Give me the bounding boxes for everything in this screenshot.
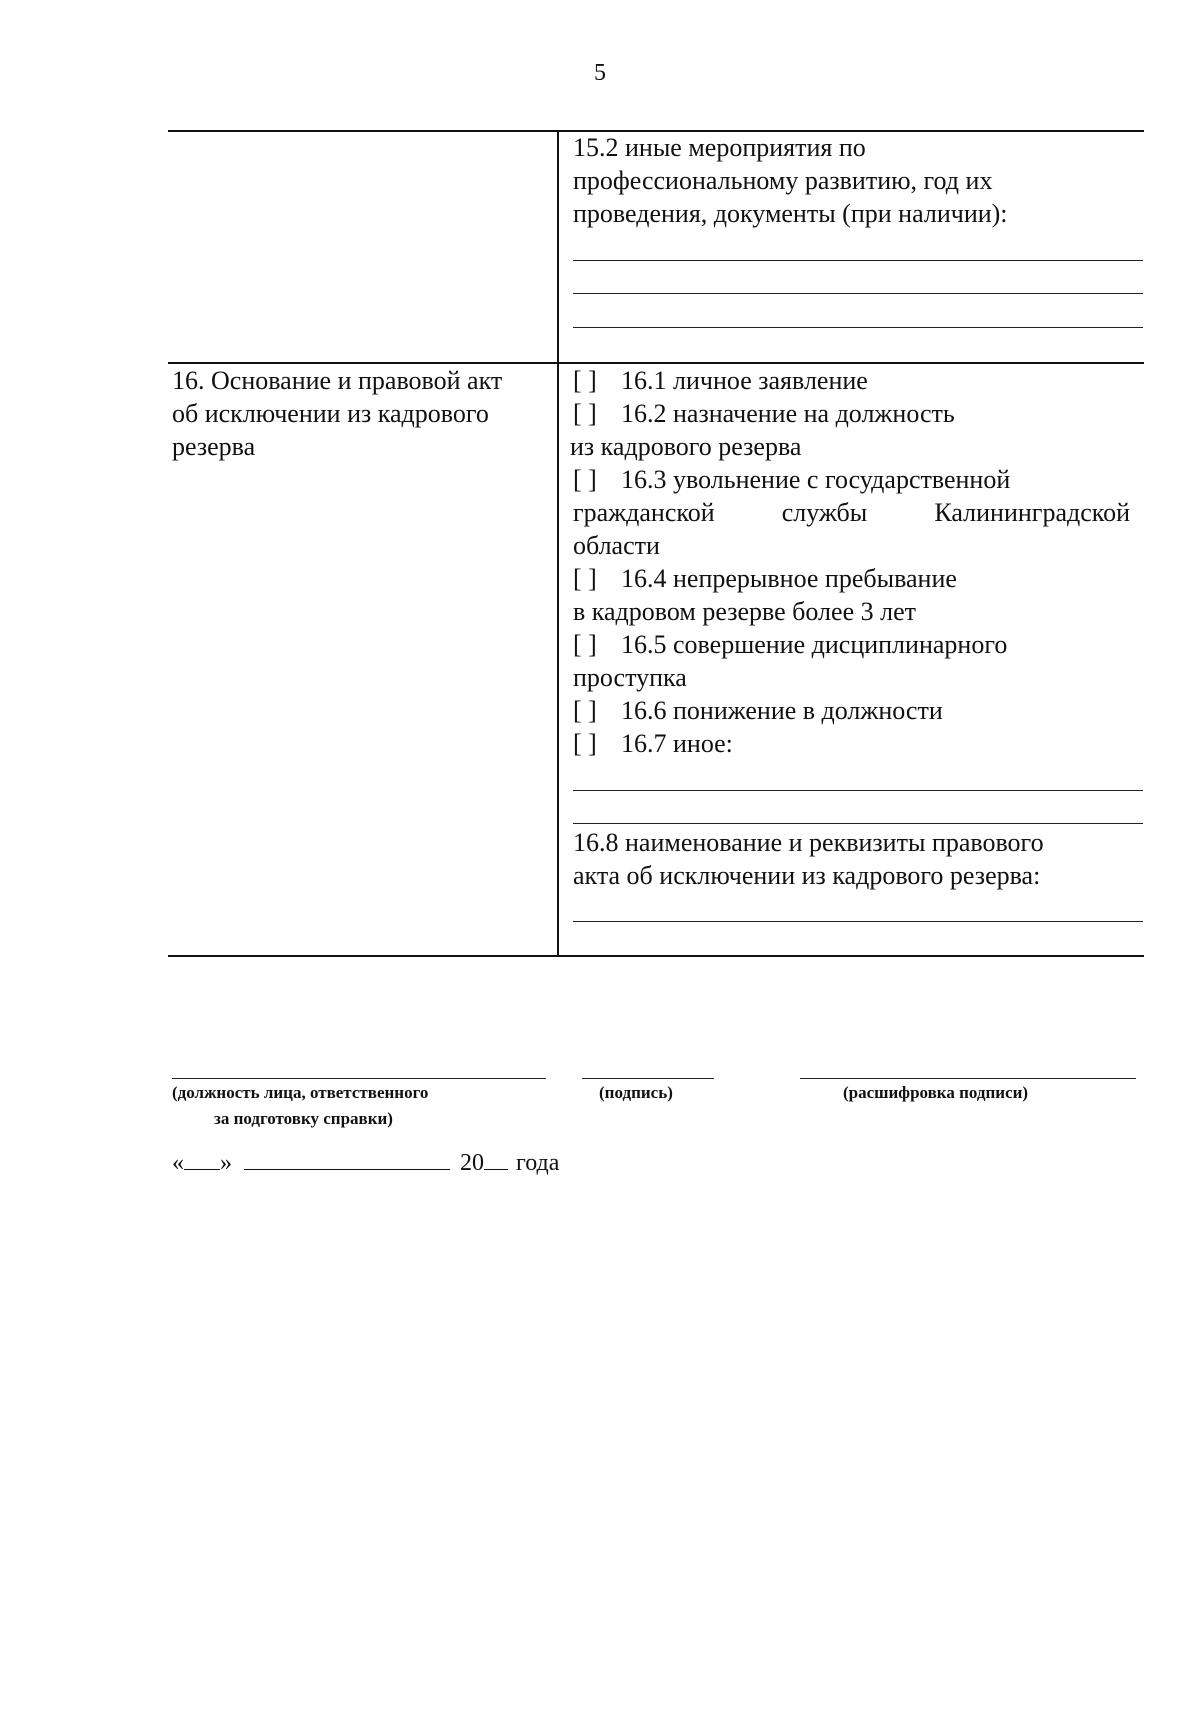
checkbox-16-6[interactable]: [ ] [573,696,597,725]
signature-caption: (подпись) [599,1083,673,1102]
item-16-8-line-2: акта об исключении из кадрового резерва: [573,861,1041,890]
checkbox-16-5[interactable]: [ ] [573,630,597,659]
option-16-5[interactable] [573,628,1007,661]
option-16-2-label: 16.2 назначение на должность [621,399,955,428]
option-16-1[interactable] [573,364,868,397]
month-blank[interactable] [244,1149,450,1170]
item-15-2-line-2: профессиональному развитию, год их [573,166,993,195]
item-16-label-line-2: об исключении из кадрового [172,399,489,428]
checkbox-16-7[interactable]: [ ] [573,729,597,758]
item-16-label-line-1: 16. Основание и правовой акт [172,366,503,395]
fill-line-15-2-2 [573,293,1143,294]
option-16-2-continuation: из кадрового резерва [570,432,802,461]
day-blank[interactable] [184,1149,220,1170]
position-signature-line [172,1078,546,1079]
year-prefix: 20 [460,1150,484,1176]
option-16-5-continuation: проступка [573,663,687,692]
position-caption-line-2: за подготовку справки) [214,1109,393,1128]
fill-line-15-2-1 [573,260,1143,261]
checkbox-16-3[interactable]: [ ] [573,465,597,494]
item-15-2-line-3: проведения, документы (при наличии): [573,199,1008,228]
option-16-3-continuation: гражданской службы Калининградской [573,498,1130,527]
fill-line-15-2-3 [573,327,1143,328]
date-line [172,1149,559,1177]
item-16-label-line-3: резерва [172,432,256,461]
option-16-4[interactable] [573,562,957,595]
fill-line-16-8 [573,921,1143,922]
checkbox-16-4[interactable]: [ ] [573,564,597,593]
fill-line-16-7-1 [573,790,1143,791]
option-16-6[interactable] [573,694,943,727]
year-blank[interactable] [484,1149,508,1170]
option-16-1-label: 16.1 личное заявление [621,366,868,395]
checkbox-16-1[interactable]: [ ] [573,366,597,395]
page-number: 5 [594,60,606,86]
option-16-7[interactable] [573,727,733,760]
option-16-7-label: 16.7 иное: [621,729,733,758]
option-16-5-label: 16.5 совершение дисциплинарного [621,630,1008,659]
decoding-caption: (расшифровка подписи) [843,1083,1029,1102]
option-16-6-label: 16.6 понижение в должности [621,696,943,725]
signature-line [582,1078,714,1079]
option-16-4-continuation: в кадровом резерве более 3 лет [573,597,916,626]
item-15-2-line-1: 15.2 иные мероприятия по [573,133,866,162]
option-16-3[interactable] [573,463,1010,496]
option-16-2[interactable] [573,397,955,430]
date-open-quote: « [172,1150,184,1176]
year-suffix: года [516,1150,560,1176]
position-caption-line-1: (должность лица, ответственного [172,1083,429,1102]
option-16-4-label: 16.4 непрерывное пребывание [621,564,957,593]
item-16-8-line-1: 16.8 наименование и реквизиты правового [573,828,1044,857]
option-16-3-label: 16.3 увольнение с государственной [621,465,1011,494]
fill-line-16-7-2 [573,823,1143,824]
decoding-signature-line [800,1078,1136,1079]
option-16-3-continuation-2: области [573,531,660,560]
table-bottom-border [168,955,1144,957]
checkbox-16-2[interactable]: [ ] [573,399,597,428]
table-column-divider [557,130,559,955]
date-close-quote: » [220,1150,232,1176]
